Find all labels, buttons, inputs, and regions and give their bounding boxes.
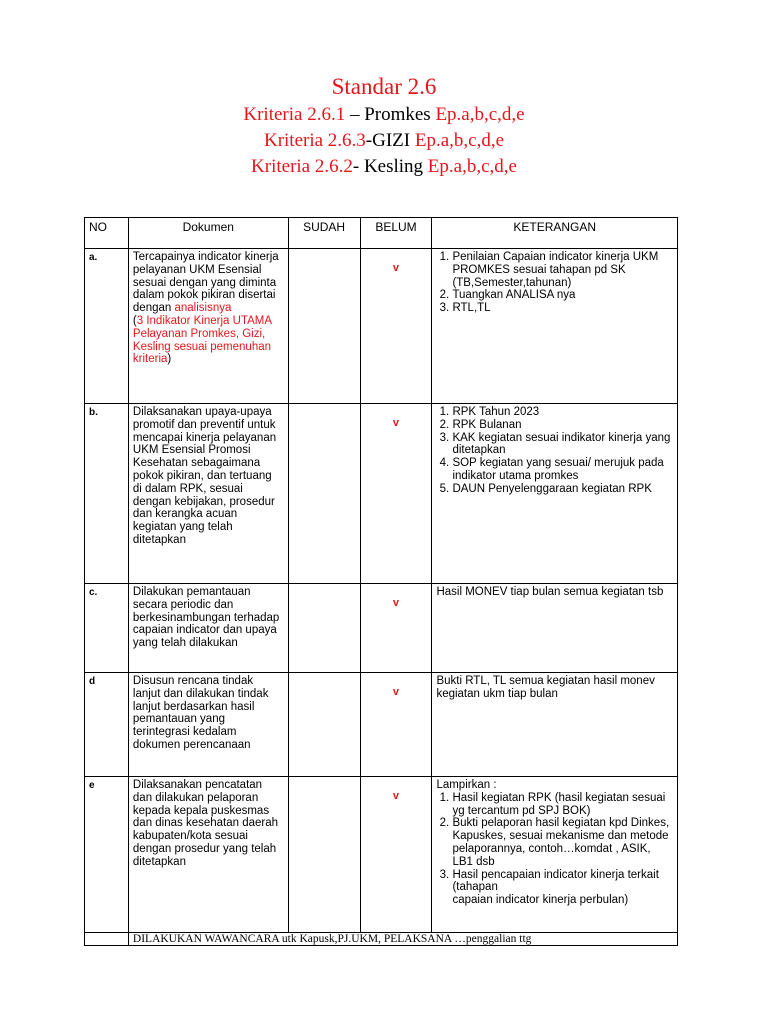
- row-keterangan: [432, 249, 678, 404]
- header-belum: BELUM: [360, 218, 432, 249]
- row-dokumen: Dilakukan pemantauan secara periodic dan berkesinambungan terhadap capaian indicator dan upaya yang telah dilakukan: [128, 584, 288, 673]
- row-belum: [360, 673, 432, 777]
- row-dokumen: Disusun rencana tindak lanjut dan dilakukan tindak lanjut berdasarkan hasil pemantauan yang terintegrasi kedalam dokumen perencanaan: [128, 673, 288, 777]
- page-title: Standar 2.6: [331, 74, 437, 99]
- row-sudah: [288, 249, 360, 404]
- list-item: 2. RPK Bulanan: [452, 419, 673, 432]
- checklist-table: [84, 217, 678, 946]
- row-dokumen: Dilaksanakan pencatatan dan dilakukan pelaporan kepada kepala puskesmas dan dinas kesehatan daerah kabupaten/kota sesuai dengan prosedur yang telah ditetapkan: [128, 777, 288, 933]
- kriteria-line-2: Kriteria 2.6.3-GIZI Ep.a,b,c,d,e: [263, 130, 505, 151]
- table-row: [85, 404, 678, 584]
- kriteria-line-1: Kriteria 2.6.1 – Promkes Ep.a,b,c,d,e: [243, 104, 525, 125]
- row-belum: [360, 404, 432, 584]
- header-dokumen: Dokumen: [128, 218, 288, 249]
- check-mark: v: [392, 262, 400, 274]
- row-sudah: [288, 584, 360, 673]
- table-row: [85, 777, 678, 933]
- list-item: 3. Hasil pencapaian indicator kinerja terkait (tahapan: [452, 869, 673, 895]
- row-belum: [360, 584, 432, 673]
- list-item: 2. Bukti pelaporan hasil kegiatan kpd Dinkes, Kapuskes, sesuai mekanisme dan metode pelaporannya, contoh…komdat , ASIK, LB1 dsb: [452, 817, 673, 868]
- list-item: 1. Hasil kegiatan RPK (hasil kegiatan sesuai yg tercantum pd SPJ BOK): [452, 792, 673, 818]
- row-no: e: [85, 777, 129, 933]
- kriteria-line-3: Kriteria 2.6.2- Kesling Ep.a,b,c,d,e: [251, 156, 517, 177]
- lampiran-intro: Lampirkan :: [436, 779, 497, 791]
- row-no: a.: [85, 249, 129, 404]
- table-header-row: [85, 218, 678, 249]
- list-item: 4. SOP kegiatan yang sesuai/ merujuk pada indikator utama promkes: [452, 457, 673, 483]
- list-item: 3. RTL,TL: [452, 302, 673, 315]
- footer-no: [85, 933, 129, 946]
- row-no: d: [85, 673, 129, 777]
- list-item: 1. RPK Tahun 2023: [452, 406, 673, 419]
- check-mark: v: [392, 417, 400, 429]
- keterangan-list: [436, 406, 673, 496]
- row-dokumen: Dilaksanakan upaya-upaya promotif dan preventif untuk mencapai kinerja pelayanan UKM Esensial Promosi Kesehatan sebagaimana pokok pikiran, dan tertuang di dalam RPK, sesuai dengan kebijakan, prosedur dan kerangka acuan kegiatan yang telah ditetapkan: [128, 404, 288, 584]
- row-sudah: [288, 673, 360, 777]
- header-no: NO: [85, 218, 129, 249]
- check-mark: v: [392, 686, 400, 698]
- list-item: 5. DAUN Penyelenggaraan kegiatan RPK: [452, 483, 673, 496]
- row-no: c.: [85, 584, 129, 673]
- keterangan-list: [436, 251, 673, 315]
- footer-note: DILAKUKAN WAWANCARA utk Kapusk,PJ.UKM, PELAKSANA …penggalian ttg: [128, 933, 677, 946]
- row-sudah: [288, 777, 360, 933]
- header-sudah: SUDAH: [288, 218, 360, 249]
- row-keterangan: Hasil MONEV tiap bulan semua kegiatan tsb: [432, 584, 678, 673]
- row-no: b.: [85, 404, 129, 584]
- document-header: [0, 74, 768, 180]
- row-sudah: [288, 404, 360, 584]
- list-item: 3. KAK kegiatan sesuai indikator kinerja yang ditetapkan: [452, 432, 673, 458]
- table-row: [85, 249, 678, 404]
- row-keterangan: [432, 404, 678, 584]
- table-row: [85, 584, 678, 673]
- footer-row: [85, 933, 678, 946]
- row-belum: [360, 777, 432, 933]
- row-keterangan: [432, 777, 678, 933]
- list-item: 2. Tuangkan ANALISA nya: [452, 289, 673, 302]
- row-keterangan: Bukti RTL, TL semua kegiatan hasil monev kegiatan ukm tiap bulan: [432, 673, 678, 777]
- list-item: 1. Penilaian Capaian indicator kinerja UKM PROMKES sesuai tahapan pd SK (TB,Semester,tahunan): [452, 251, 673, 289]
- lampiran-tail: capaian indicator kinerja perbulan): [452, 894, 629, 907]
- header-keterangan: KETERANGAN: [432, 218, 678, 249]
- check-mark: v: [392, 597, 400, 609]
- check-mark: v: [392, 790, 400, 802]
- row-dokumen: Tercapainya indicator kinerja pelayanan UKM Esensial sesuai dengan yang diminta dalam pokok pikiran disertai dengan analisisnya (3 Indikator Kinerja UTAMA Pelayanan Promkes, Gizi, Kesling sesuai pemenuhan kriteria): [128, 249, 288, 404]
- row-belum: [360, 249, 432, 404]
- table-row: [85, 673, 678, 777]
- keterangan-list: [436, 792, 673, 894]
